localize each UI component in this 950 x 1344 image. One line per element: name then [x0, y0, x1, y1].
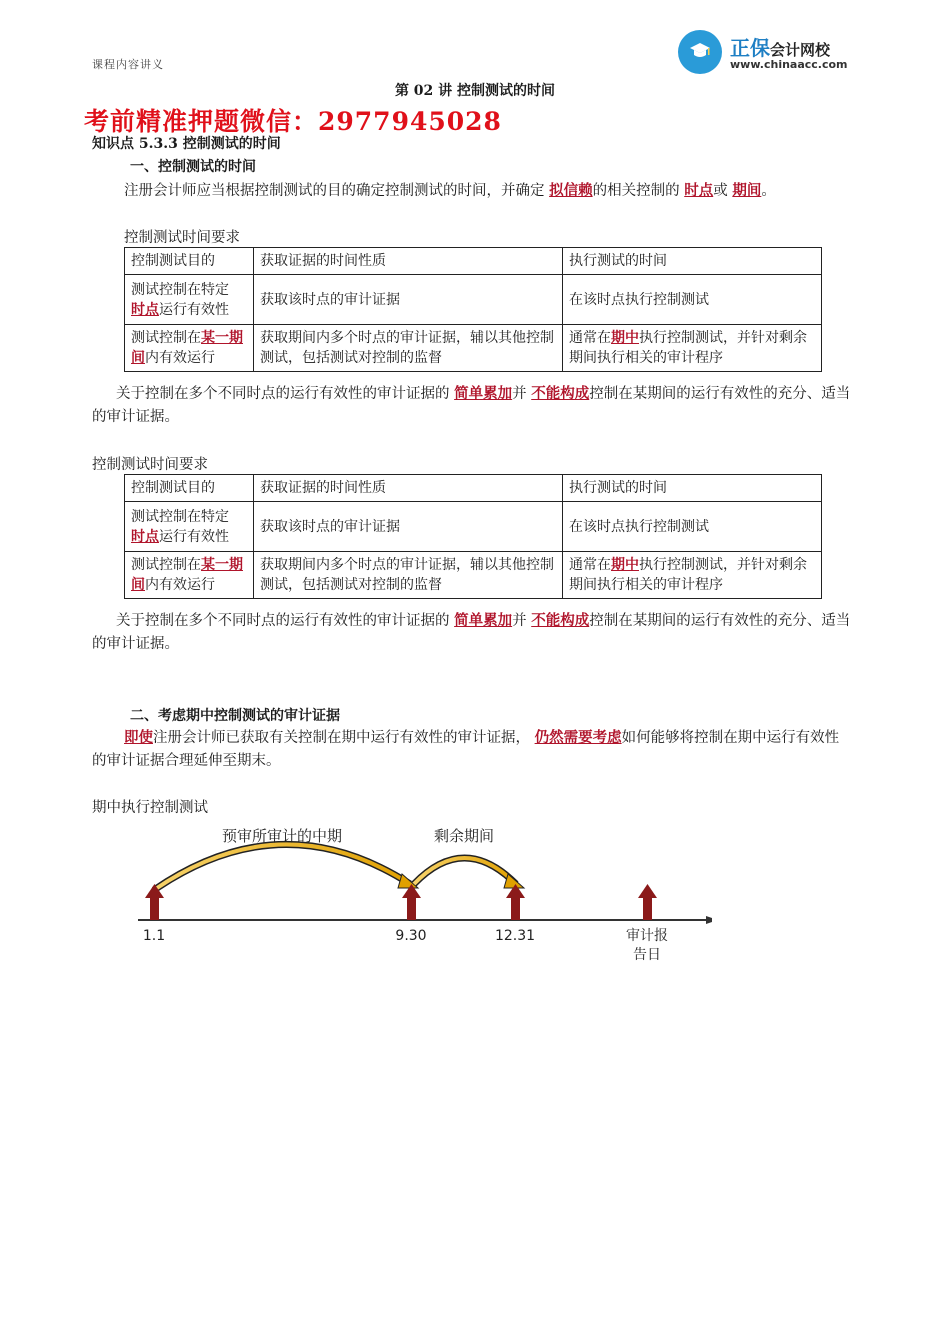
table-cell: 获取期间内多个时点的审计证据，辅以其他控制测试，包括测试对控制的监督	[254, 552, 563, 599]
table-cell: 测试控制在特定 时点运行有效性	[125, 502, 254, 552]
diagram-caption: 期中执行控制测试	[92, 800, 208, 816]
tick-label: 告日	[633, 947, 661, 963]
promo-banner: 考前精准押题微信：2977945028	[84, 107, 502, 136]
tick-label: 审计报	[626, 928, 668, 944]
arc-remaining-label: 剩余期间	[433, 827, 495, 845]
keyword: 拟信赖	[549, 182, 593, 199]
arc-remaining-arrowhead	[504, 874, 524, 888]
keyword: 时点	[684, 182, 714, 199]
table-note: 关于控制在多个不同时点的运行有效性的审计证据的 简单累加并 不能构成控制在某期间的运行有效性的充分、适当的审计证据。	[92, 385, 851, 425]
table-cell: 通常在期中执行控制测试，并针对剩余期间执行相关的审计程序	[563, 552, 822, 599]
table-row	[125, 502, 822, 552]
marker-arrow	[506, 884, 525, 920]
table-cell: 测试控制在某一期间内有效运行	[125, 552, 254, 599]
table-row	[125, 275, 822, 325]
tick-label: 12.31	[494, 928, 536, 944]
table-cell: 获取该时点的审计证据	[254, 275, 563, 325]
logo-brand: 正保	[730, 36, 770, 60]
table-caption: 控制测试时间要求	[124, 230, 240, 246]
lecture-title: 第 02 讲 控制测试的时间	[394, 83, 556, 99]
graduation-cap-icon	[688, 39, 712, 63]
table-header-cell: 控制测试目的	[125, 475, 254, 502]
control-timing-table-repeat	[124, 474, 822, 599]
arc-interim-label: 预审所审计的中期	[221, 827, 343, 845]
knowledge-point-title: 知识点 5.3.3 控制测试的时间	[92, 136, 281, 152]
table-cell: 测试控制在某一期间内有效运行	[125, 325, 254, 372]
control-timing-table	[124, 247, 822, 372]
table-cell: 测试控制在特定 时点运行有效性	[125, 275, 254, 325]
table-header-row	[125, 475, 822, 502]
section1-paragraph: 注册会计师应当根据控制测试的目的确定控制测试的时间，并确定 拟信赖的相关控制的 时点或 期间。	[124, 182, 776, 199]
logo-school: 会计网校	[770, 41, 831, 59]
table-header-row	[125, 248, 822, 275]
logo-text	[730, 32, 830, 61]
table-header-cell: 执行测试的时间	[563, 248, 822, 275]
table-cell: 在该时点执行控制测试	[563, 275, 822, 325]
section1-heading: 一、控制测试的时间	[130, 159, 256, 175]
tick-label: 9.30	[395, 928, 427, 944]
section2-heading: 二、考虑期中控制测试的审计证据	[130, 708, 340, 724]
tick-label: 1.1	[142, 928, 166, 944]
timeline-diagram	[92, 822, 712, 972]
table-cell: 在该时点执行控制测试	[563, 502, 822, 552]
section2-paragraph: 即使注册会计师已获取有关控制在期中运行有效性的审计证据， 仍然需要考虑如何能够将控制在期中运行有效性的审计证据合理延伸至期末。	[92, 729, 840, 769]
table-row	[125, 552, 822, 599]
marker-arrow	[638, 884, 657, 920]
table-cell: 获取期间内多个时点的审计证据，辅以其他控制测试，包括测试对控制的监督	[254, 325, 563, 372]
logo-badge-icon	[678, 30, 722, 74]
table-row	[125, 325, 822, 372]
keyword: 期间	[732, 182, 762, 199]
header-note: 课程内容讲义	[92, 58, 164, 71]
logo-url: www.chinaacc.com	[730, 58, 848, 71]
timeline-axis-arrowhead	[706, 916, 712, 924]
table-cell: 通常在期中执行控制测试，并针对剩余期间执行相关的审计程序	[563, 325, 822, 372]
table-header-cell: 获取证据的时间性质	[254, 475, 563, 502]
marker-arrow	[402, 884, 421, 920]
table-caption: 控制测试时间要求	[92, 457, 208, 473]
table-header-cell: 执行测试的时间	[563, 475, 822, 502]
table-cell: 获取该时点的审计证据	[254, 502, 563, 552]
logo[interactable]	[678, 30, 868, 80]
table-header-cell: 控制测试目的	[125, 248, 254, 275]
table-header-cell: 获取证据的时间性质	[254, 248, 563, 275]
table-note: 关于控制在多个不同时点的运行有效性的审计证据的 简单累加并 不能构成控制在某期间的运行有效性的充分、适当的审计证据。	[92, 612, 851, 652]
